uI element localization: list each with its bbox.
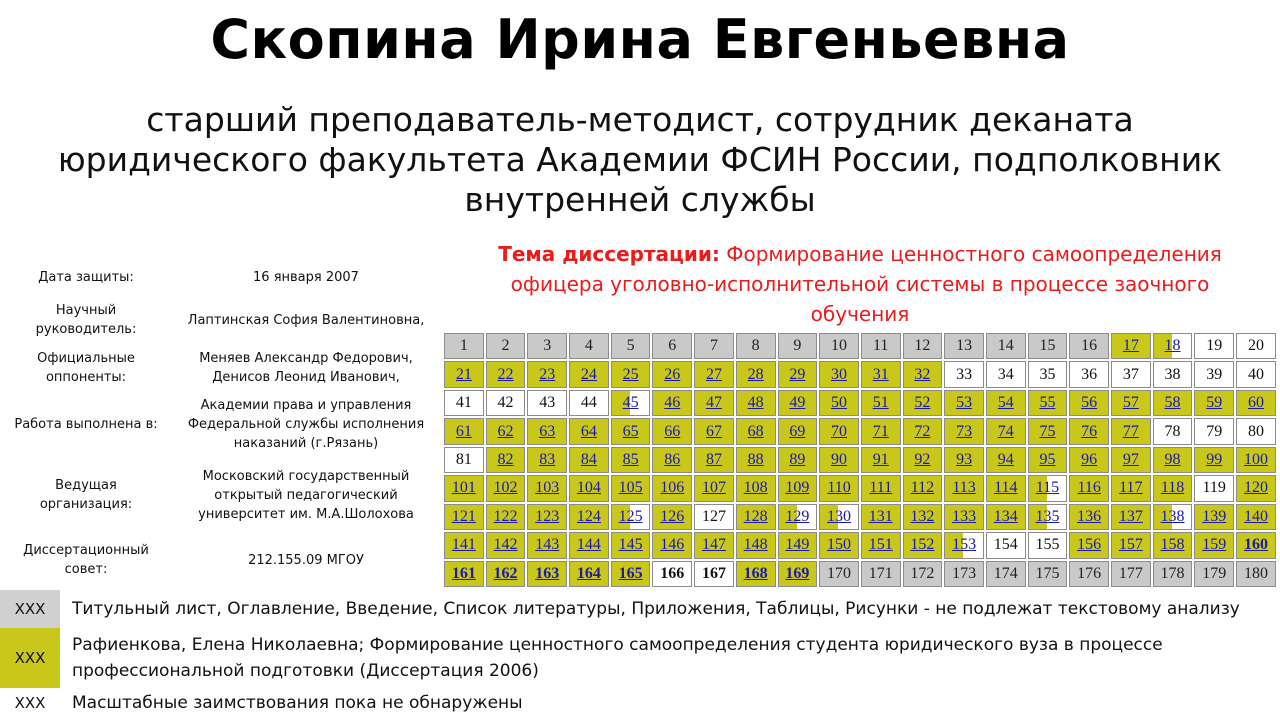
topic-label: Тема диссертации: [498,242,720,266]
page-cell-110[interactable]: 110 [819,475,859,501]
page-cell-139[interactable]: 139 [1194,504,1234,530]
page-cell-38: 38 [1153,361,1193,387]
page-cell-105[interactable]: 105 [611,475,651,501]
page-cell-73[interactable]: 73 [944,418,984,444]
page-cell-162[interactable]: 162 [486,561,526,588]
page-cell-177: 177 [1111,561,1151,588]
page-cell-32[interactable]: 32 [903,361,943,387]
page-cell-60[interactable]: 60 [1236,390,1276,416]
legend-swatch-gray: XXX [0,590,60,628]
info-value: Меняев Александр Федорович, Денисов Леонид Иванович, [199,351,413,385]
info-label: Дата защиты: [38,269,134,285]
page-cell-17[interactable]: 17 [1111,333,1151,359]
page-cell-44: 44 [569,390,609,416]
page-cell-43: 43 [527,390,567,416]
page-cell-7: 7 [694,333,734,359]
info-value: Лаптинская София Валентиновна, [187,312,425,328]
page-cell-16: 16 [1069,333,1109,359]
page-cell-12: 12 [903,333,943,359]
page-cell-88[interactable]: 88 [736,447,776,473]
page-cell-13: 13 [944,333,984,359]
page-map-grid [442,331,1278,589]
page-cell-64[interactable]: 64 [569,418,609,444]
page-cell-146[interactable]: 146 [652,532,692,558]
grid-row [444,418,1276,444]
page-cell-151[interactable]: 151 [861,532,901,558]
page-cell-90[interactable]: 90 [819,447,859,473]
page-cell-130[interactable]: 130 [819,504,859,530]
page-cell-70[interactable]: 70 [819,418,859,444]
grid-row [444,532,1276,558]
page-cell-22[interactable]: 22 [486,361,526,387]
info-value: Московский государственный открытый педагогический университет им. М.А.Шолохова [198,468,414,522]
page-cell-51[interactable]: 51 [861,390,901,416]
page-cell-143[interactable]: 143 [527,532,567,558]
page-cell-129[interactable]: 129 [778,504,818,530]
info-label: Работа выполнена в: [14,416,158,432]
page-cell-45[interactable]: 45 [611,390,651,416]
page-cell-31[interactable]: 31 [861,361,901,387]
author-position [20,100,1260,220]
page-cell-96[interactable]: 96 [1069,447,1109,473]
page-cell-126[interactable]: 126 [652,504,692,530]
page-cell-84[interactable]: 84 [569,447,609,473]
page-cell-168[interactable]: 168 [736,561,776,588]
page-cell-144[interactable]: 144 [569,532,609,558]
page-cell-155: 155 [1028,532,1068,558]
page-cell-39: 39 [1194,361,1234,387]
page-cell-175: 175 [1028,561,1068,588]
page-cell-53[interactable]: 53 [944,390,984,416]
page-cell-133[interactable]: 133 [944,504,984,530]
page-cell-98[interactable]: 98 [1153,447,1193,473]
info-label: Ведущая организация: [39,478,133,512]
page-cell-128[interactable]: 128 [736,504,776,530]
page-cell-104[interactable]: 104 [569,475,609,501]
page-cell-167: 167 [694,561,734,588]
page-cell-169[interactable]: 169 [778,561,818,588]
page-cell-97[interactable]: 97 [1111,447,1151,473]
page-cell-57[interactable]: 57 [1111,390,1151,416]
page-cell-42: 42 [486,390,526,416]
page-cell-161[interactable]: 161 [444,561,484,588]
info-label: Научный руководитель: [35,303,137,337]
page-cell-160[interactable]: 160 [1236,532,1276,558]
page-cell-11: 11 [861,333,901,359]
page-cell-91[interactable]: 91 [861,447,901,473]
page-cell-164[interactable]: 164 [569,561,609,588]
grid-row [444,475,1276,501]
page-cell-132[interactable]: 132 [903,504,943,530]
page-cell-165[interactable]: 165 [611,561,651,588]
page-cell-83[interactable]: 83 [527,447,567,473]
page-cell-135[interactable]: 135 [1028,504,1068,530]
page-cell-77[interactable]: 77 [1111,418,1151,444]
page-cell-2: 2 [486,333,526,359]
page-cell-157[interactable]: 157 [1111,532,1151,558]
page-cell-145[interactable]: 145 [611,532,651,558]
page-cell-131[interactable]: 131 [861,504,901,530]
page-cell-136[interactable]: 136 [1069,504,1109,530]
page-cell-80: 80 [1236,418,1276,444]
page-cell-119: 119 [1194,475,1234,501]
page-cell-46[interactable]: 46 [652,390,692,416]
legend-item-clean [0,688,1280,718]
page-cell-178: 178 [1153,561,1193,588]
page-cell-150[interactable]: 150 [819,532,859,558]
page-cell-89[interactable]: 89 [778,447,818,473]
page-cell-25[interactable]: 25 [611,361,651,387]
topic-line: офицера уголовно-исполнительной системы в процессе заочного [510,272,1210,296]
page-cell-78: 78 [1153,418,1193,444]
page-title: Скопина Ирина Евгеньевна [210,8,1070,71]
page-cell-86[interactable]: 86 [652,447,692,473]
legend-swatch-white: XXX [0,688,60,718]
page-cell-118[interactable]: 118 [1153,475,1193,501]
grid-row [444,390,1276,416]
page-cell-149[interactable]: 149 [778,532,818,558]
page-cell-59[interactable]: 59 [1194,390,1234,416]
topic-text: Формирование ценностного самоопределения [726,242,1222,266]
info-value: 212.155.09 МГОУ [248,552,364,568]
page-cell-34: 34 [986,361,1026,387]
page-cell-23[interactable]: 23 [527,361,567,387]
page-cell-65[interactable]: 65 [611,418,651,444]
page-cell-134[interactable]: 134 [986,504,1026,530]
page-cell-61[interactable]: 61 [444,418,484,444]
page-cell-28[interactable]: 28 [736,361,776,387]
page-cell-148[interactable]: 148 [736,532,776,558]
page-cell-107[interactable]: 107 [694,475,734,501]
page-cell-154: 154 [986,532,1026,558]
page-cell-85[interactable]: 85 [611,447,651,473]
page-cell-4: 4 [569,333,609,359]
page-cell-30[interactable]: 30 [819,361,859,387]
page-cell-101[interactable]: 101 [444,475,484,501]
grid-row [444,561,1276,588]
page-cell-93[interactable]: 93 [944,447,984,473]
info-value: Академии права и управления Федеральной службы исполнения наказаний (г.Рязань) [187,397,425,451]
legend-item-source [0,628,1280,688]
page-cell-159[interactable]: 159 [1194,532,1234,558]
page-cell-138[interactable]: 138 [1153,504,1193,530]
page-cell-108[interactable]: 108 [736,475,776,501]
page-cell-79: 79 [1194,418,1234,444]
page-cell-92[interactable]: 92 [903,447,943,473]
page-cell-18[interactable]: 18 [1153,333,1193,359]
page-cell-127: 127 [694,504,734,530]
page-cell-35: 35 [1028,361,1068,387]
defense-info-table [0,258,440,586]
dissertation-topic [470,239,1250,329]
page-cell-99[interactable]: 99 [1194,447,1234,473]
page-cell-120[interactable]: 120 [1236,475,1276,501]
page-cell-29[interactable]: 29 [778,361,818,387]
page-cell-48[interactable]: 48 [736,390,776,416]
page-cell-56[interactable]: 56 [1069,390,1109,416]
page-cell-69[interactable]: 69 [778,418,818,444]
page-cell-5: 5 [611,333,651,359]
page-cell-62[interactable]: 62 [486,418,526,444]
page-cell-10: 10 [819,333,859,359]
page-cell-54[interactable]: 54 [986,390,1026,416]
grid-row [444,504,1276,530]
page-cell-19: 19 [1194,333,1234,359]
legend-swatch-yellow: XXX [0,628,60,688]
page-cell-94[interactable]: 94 [986,447,1026,473]
page-cell-113[interactable]: 113 [944,475,984,501]
page-cell-156[interactable]: 156 [1069,532,1109,558]
page-cell-37: 37 [1111,361,1151,387]
page-cell-33: 33 [944,361,984,387]
page-cell-176: 176 [1069,561,1109,588]
page-cell-170: 170 [819,561,859,588]
page-cell-142[interactable]: 142 [486,532,526,558]
page-cell-24[interactable]: 24 [569,361,609,387]
page-cell-147[interactable]: 147 [694,532,734,558]
page-cell-50[interactable]: 50 [819,390,859,416]
page-cell-81: 81 [444,447,484,473]
grid-row [444,333,1276,359]
grid-row [444,447,1276,473]
page-cell-68[interactable]: 68 [736,418,776,444]
subtitle-line: внутренней службы [464,180,816,219]
page-cell-180: 180 [1236,561,1276,588]
info-label: Официальные оппоненты: [37,351,135,385]
page-cell-102[interactable]: 102 [486,475,526,501]
page-cell-153[interactable]: 153 [944,532,984,558]
page-cell-106[interactable]: 106 [652,475,692,501]
page-cell-124[interactable]: 124 [569,504,609,530]
legend-item-excluded [0,590,1280,628]
page-cell-40: 40 [1236,361,1276,387]
page-cell-174: 174 [986,561,1026,588]
legend-text: Масштабные заимствования пока не обнаружены [72,693,523,713]
grid-row [444,361,1276,387]
page-cell-117[interactable]: 117 [1111,475,1151,501]
page-cell-72[interactable]: 72 [903,418,943,444]
page-cell-15: 15 [1028,333,1068,359]
page-cell-166: 166 [652,561,692,588]
page-cell-173: 173 [944,561,984,588]
info-value: 16 января 2007 [253,269,359,285]
page-cell-158[interactable]: 158 [1153,532,1193,558]
page-cell-111[interactable]: 111 [861,475,901,501]
topic-line: обучения [810,302,910,326]
page-cell-109[interactable]: 109 [778,475,818,501]
page-cell-3: 3 [527,333,567,359]
page-cell-75[interactable]: 75 [1028,418,1068,444]
page-cell-20: 20 [1236,333,1276,359]
page-cell-114[interactable]: 114 [986,475,1026,501]
page-cell-87[interactable]: 87 [694,447,734,473]
page-cell-41: 41 [444,390,484,416]
legend-text: Титульный лист, Оглавление, Введение, Список литературы, Приложения, Таблицы, Рисунки - не подлежат текстовому анализу [72,599,1240,619]
page-cell-47[interactable]: 47 [694,390,734,416]
page-cell-36: 36 [1069,361,1109,387]
page-cell-6: 6 [652,333,692,359]
page-cell-116[interactable]: 116 [1069,475,1109,501]
page-cell-125[interactable]: 125 [611,504,651,530]
page-cell-112[interactable]: 112 [903,475,943,501]
page-cell-152[interactable]: 152 [903,532,943,558]
page-cell-122[interactable]: 122 [486,504,526,530]
info-label: Диссертационный совет: [23,543,149,577]
page-cell-163[interactable]: 163 [527,561,567,588]
page-cell-76[interactable]: 76 [1069,418,1109,444]
page-cell-8: 8 [736,333,776,359]
page-cell-137[interactable]: 137 [1111,504,1151,530]
page-cell-9: 9 [778,333,818,359]
page-cell-26[interactable]: 26 [652,361,692,387]
page-cell-71[interactable]: 71 [861,418,901,444]
page-cell-115[interactable]: 115 [1028,475,1068,501]
page-cell-141[interactable]: 141 [444,532,484,558]
page-cell-82[interactable]: 82 [486,447,526,473]
page-cell-74[interactable]: 74 [986,418,1026,444]
page-cell-172: 172 [903,561,943,588]
page-cell-58[interactable]: 58 [1153,390,1193,416]
page-cell-14: 14 [986,333,1026,359]
page-cell-179: 179 [1194,561,1234,588]
page-cell-103[interactable]: 103 [527,475,567,501]
page-cell-140[interactable]: 140 [1236,504,1276,530]
topic-line [470,239,1250,269]
page-cell-27[interactable]: 27 [694,361,734,387]
page-cell-49[interactable]: 49 [778,390,818,416]
page-cell-121[interactable]: 121 [444,504,484,530]
subtitle-line: старший преподаватель-методист, сотрудник деканата [146,100,1134,139]
subtitle-line: юридического факультета Академии ФСИН России, подполковник [57,140,1223,179]
page-cell-67[interactable]: 67 [694,418,734,444]
legend-text: Рафиенкова, Елена Николаевна; Формирование ценностного самоопределения студента юридического вуза в процессе профессиональной подготовки (Диссертация 2006) [72,635,1163,681]
page-cell-171: 171 [861,561,901,588]
page-cell-66[interactable]: 66 [652,418,692,444]
page-cell-95[interactable]: 95 [1028,447,1068,473]
page-cell-63[interactable]: 63 [527,418,567,444]
page-cell-52[interactable]: 52 [903,390,943,416]
page-cell-123[interactable]: 123 [527,504,567,530]
page-cell-55[interactable]: 55 [1028,390,1068,416]
legend [0,590,1280,718]
page-cell-100[interactable]: 100 [1236,447,1276,473]
page-cell-21[interactable]: 21 [444,361,484,387]
page-cell-1: 1 [444,333,484,359]
